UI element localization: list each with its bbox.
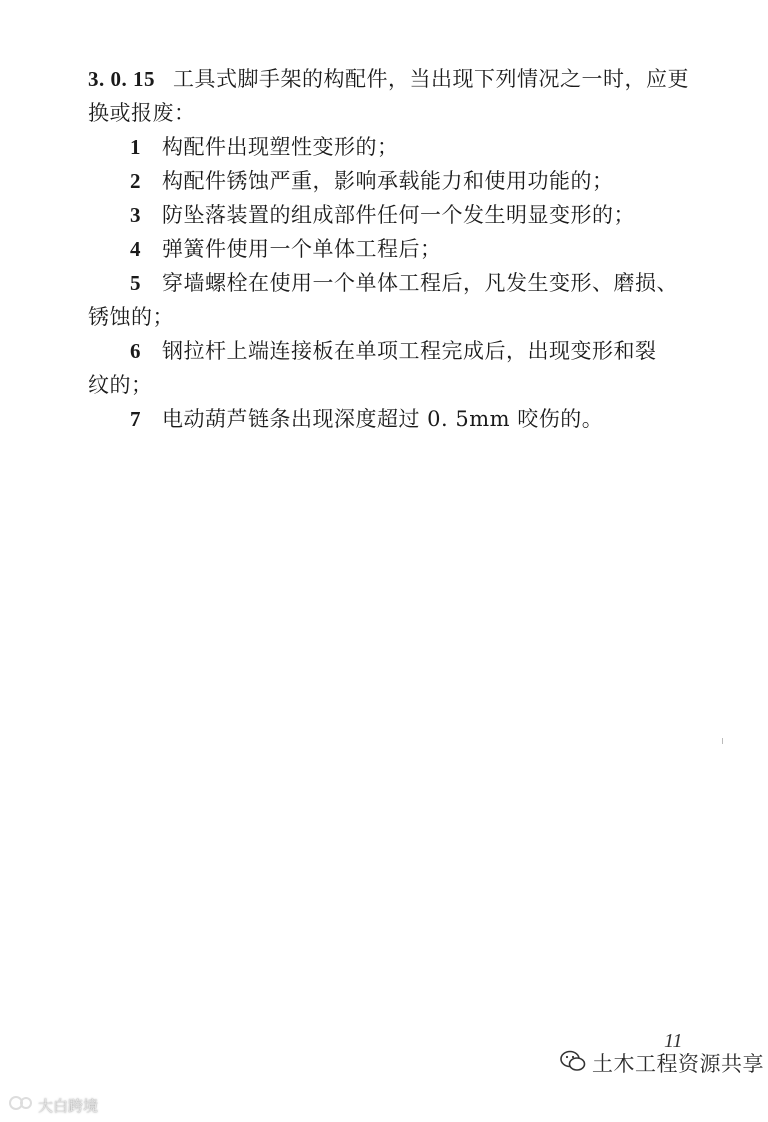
item-text: 电动葫芦链条出现深度超过 0. 5mm 咬伤的。 xyxy=(162,407,604,431)
page-number: 11 xyxy=(664,1030,683,1052)
item-number: 2 xyxy=(130,169,141,193)
item-text-continuation: 锈蚀的； xyxy=(88,305,174,329)
item-text: 弹簧件使用一个单体工程后； xyxy=(162,237,442,261)
item-text: 防坠落装置的组成部件任何一个发生明显变形的； xyxy=(162,203,635,227)
logo-icon xyxy=(8,1094,34,1116)
item-number: 7 xyxy=(130,407,141,431)
item-text: 钢拉杆上端连接板在单项工程完成后，出现变形和裂 xyxy=(162,339,657,363)
list-item xyxy=(88,130,708,164)
item-number: 5 xyxy=(130,271,141,295)
item-number: 3 xyxy=(130,203,141,227)
clause-block xyxy=(88,62,708,436)
clause-number: 3. 0. 15 xyxy=(88,67,155,91)
item-text: 构配件锈蚀严重，影响承载能力和使用功能的； xyxy=(162,169,614,193)
list-item xyxy=(88,198,708,232)
watermark-left xyxy=(8,1094,98,1116)
list-item xyxy=(88,334,708,368)
watermark-left-text: 大白跨境 xyxy=(38,1096,99,1115)
clause-text-line2: 换或报废： xyxy=(88,101,196,125)
item-number: 6 xyxy=(130,339,141,363)
watermark-right-text: 土木工程资源共享 xyxy=(592,1052,764,1076)
clause-text-line1: 工具式脚手架的构配件，当出现下列情况之一时，应更 xyxy=(173,67,689,91)
item-number: 1 xyxy=(130,135,141,159)
item-text: 构配件出现塑性变形的； xyxy=(162,135,399,159)
watermark-right xyxy=(560,1048,764,1078)
item-text: 穿墙螺栓在使用一个单体工程后，凡发生变形、磨损、 xyxy=(162,271,678,295)
item-number: 4 xyxy=(130,237,141,261)
scan-speck xyxy=(722,738,723,744)
list-item xyxy=(88,266,708,300)
clause-heading-line xyxy=(88,62,708,96)
wechat-icon xyxy=(560,1050,586,1076)
list-item xyxy=(88,164,708,198)
list-item xyxy=(88,232,708,266)
list-item xyxy=(88,402,708,436)
item-text-continuation: 纹的； xyxy=(88,373,153,397)
